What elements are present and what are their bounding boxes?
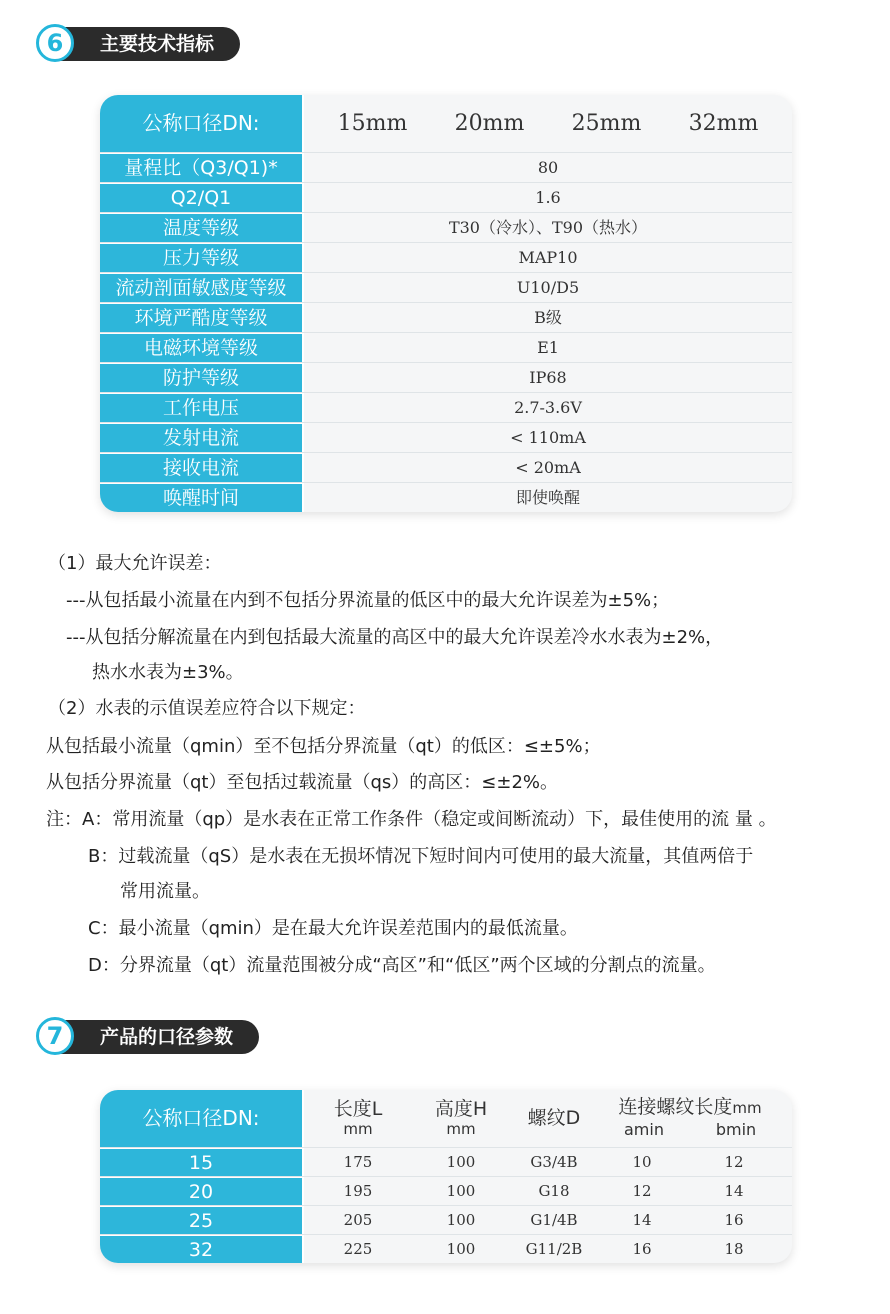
row-value: 即使唤醒 xyxy=(515,488,580,507)
row-value: < 20mA xyxy=(515,458,581,477)
row-value: B级 xyxy=(534,308,562,327)
row-value: T30（冷水）、T90（热水） xyxy=(448,218,648,237)
table-row xyxy=(100,423,792,453)
length-cell: 225 xyxy=(343,1240,373,1258)
error-section-title: （1）最大允许误差： xyxy=(48,553,222,574)
thread-cell: G1/4B xyxy=(530,1211,578,1229)
bmin-cell: 16 xyxy=(724,1211,744,1229)
dn-cell: 15 xyxy=(100,1148,304,1176)
thread-cell: G18 xyxy=(538,1182,570,1200)
section-number-badge: 6 xyxy=(36,24,74,62)
dimensions-table-header xyxy=(100,1090,792,1148)
column-unit: mm xyxy=(732,1099,762,1117)
column-title: 长度L xyxy=(333,1098,383,1120)
connection-length-column-header xyxy=(598,1090,782,1147)
height-cell: 100 xyxy=(446,1153,476,1171)
indication-high-zone-text: 从包括分界流量（qt）至包括过载流量（qs）的高区：≤±2%。 xyxy=(46,772,559,793)
row-value: E1 xyxy=(537,338,559,357)
error-high-zone-text: ---从包括分解流量在内到包括最大流量的高区中的最大允许误差冷水水表为±2%， xyxy=(66,627,724,648)
size-value: 25mm xyxy=(571,111,642,136)
column-title: 高度H xyxy=(434,1098,488,1120)
row-label: 唤醒时间 xyxy=(100,483,304,512)
spec-table-header xyxy=(100,95,792,153)
column-title: 螺纹D xyxy=(527,1107,581,1129)
table-row xyxy=(100,303,792,333)
table-row xyxy=(100,243,792,273)
length-column-header xyxy=(304,1090,412,1147)
table-row xyxy=(100,393,792,423)
note-b-continuation: 常用流量。 xyxy=(120,881,210,902)
table-row xyxy=(100,213,792,243)
section-number-badge: 7 xyxy=(36,1017,74,1055)
size-value: 20mm xyxy=(454,111,525,136)
table-row xyxy=(100,363,792,393)
nominal-diameter-label: 公称口径DN: xyxy=(100,95,304,152)
dimensions-table xyxy=(100,1090,792,1263)
table-row xyxy=(100,1177,792,1206)
table-row xyxy=(100,183,792,213)
row-label: 工作电压 xyxy=(100,393,304,422)
spec-table xyxy=(100,95,792,512)
note-b-text: B：过载流量（qS）是水表在无损坏情况下短时间内可使用的最大流量，其值两倍于 xyxy=(88,846,754,867)
table-row xyxy=(100,333,792,363)
table-row xyxy=(100,1148,792,1177)
row-value: 1.6 xyxy=(535,188,561,207)
column-title xyxy=(598,1090,782,1119)
row-label: 环境严酷度等级 xyxy=(100,303,304,332)
row-label: 流动剖面敏感度等级 xyxy=(100,273,304,302)
row-label: Q2/Q1 xyxy=(100,183,304,212)
column-title-text: 连接螺纹长度 xyxy=(618,1096,733,1118)
length-cell: 175 xyxy=(343,1153,373,1171)
length-cell: 205 xyxy=(343,1211,373,1229)
bmin-cell: 14 xyxy=(724,1182,744,1200)
note-a-text: 注：A：常用流量（qp）是水表在正常工作条件（稳定或间断流动）下，最佳使用的流 量 。 xyxy=(46,809,777,830)
table-row xyxy=(100,483,792,512)
bmin-subheader: bmin xyxy=(715,1120,757,1139)
table-row xyxy=(100,1235,792,1263)
bmin-cell: 18 xyxy=(724,1240,744,1258)
row-label: 量程比（Q3/Q1)* xyxy=(100,153,304,182)
row-value: U10/D5 xyxy=(516,278,580,297)
dn-cell: 32 xyxy=(100,1235,304,1263)
error-low-zone-text: ---从包括最小流量在内到不包括分界流量的低区中的最大允许误差为±5%； xyxy=(66,590,670,611)
section-title: 产品的口径参数 xyxy=(50,1020,259,1054)
size-value: 32mm xyxy=(688,111,759,136)
amin-cell: 14 xyxy=(632,1211,652,1229)
row-value: 80 xyxy=(537,158,559,177)
amin-cell: 16 xyxy=(632,1240,652,1258)
row-value: IP68 xyxy=(529,368,567,387)
row-label: 压力等级 xyxy=(100,243,304,272)
indication-error-title: （2）水表的示值误差应符合以下规定： xyxy=(48,698,366,719)
nominal-diameter-label: 公称口径DN: xyxy=(100,1090,304,1147)
table-row xyxy=(100,1206,792,1235)
size-value: 15mm xyxy=(337,111,408,136)
row-label: 温度等级 xyxy=(100,213,304,242)
section-title: 主要技术指标 xyxy=(50,27,240,61)
column-subheaders xyxy=(598,1119,782,1141)
table-row xyxy=(100,273,792,303)
size-list xyxy=(304,95,792,152)
note-c-text: C：最小流量（qmin）是在最大允许误差范围内的最低流量。 xyxy=(88,918,578,939)
table-row xyxy=(100,153,792,183)
table-row xyxy=(100,453,792,483)
height-cell: 100 xyxy=(446,1182,476,1200)
row-value: 2.7-3.6V xyxy=(514,398,582,417)
height-cell: 100 xyxy=(446,1211,476,1229)
amin-subheader: amin xyxy=(624,1120,664,1139)
column-unit: mm xyxy=(343,1120,373,1138)
thread-cell: G11/2B xyxy=(525,1240,583,1258)
dn-cell: 20 xyxy=(100,1177,304,1205)
row-value: MAP10 xyxy=(518,248,578,267)
length-cell: 195 xyxy=(343,1182,373,1200)
bmin-cell: 12 xyxy=(724,1153,744,1171)
indication-low-zone-text: 从包括最小流量（qmin）至不包括分界流量（qt）的低区：≤±5%； xyxy=(46,736,601,757)
note-d-text: D：分界流量（qt）流量范围被分成“高区”和“低区”两个区域的分割点的流量。 xyxy=(88,955,716,976)
row-label: 接收电流 xyxy=(100,453,304,482)
row-label: 电磁环境等级 xyxy=(100,333,304,362)
column-unit: mm xyxy=(446,1120,476,1138)
height-cell: 100 xyxy=(446,1240,476,1258)
amin-cell: 10 xyxy=(632,1153,652,1171)
thread-cell: G3/4B xyxy=(530,1153,578,1171)
row-value: < 110mA xyxy=(510,428,586,447)
amin-cell: 12 xyxy=(632,1182,652,1200)
row-label: 发射电流 xyxy=(100,423,304,452)
row-label: 防护等级 xyxy=(100,363,304,392)
height-column-header xyxy=(412,1090,510,1147)
error-hot-water-text: 热水水表为±3%。 xyxy=(92,662,244,683)
thread-column-header xyxy=(510,1090,598,1147)
dn-cell: 25 xyxy=(100,1206,304,1234)
